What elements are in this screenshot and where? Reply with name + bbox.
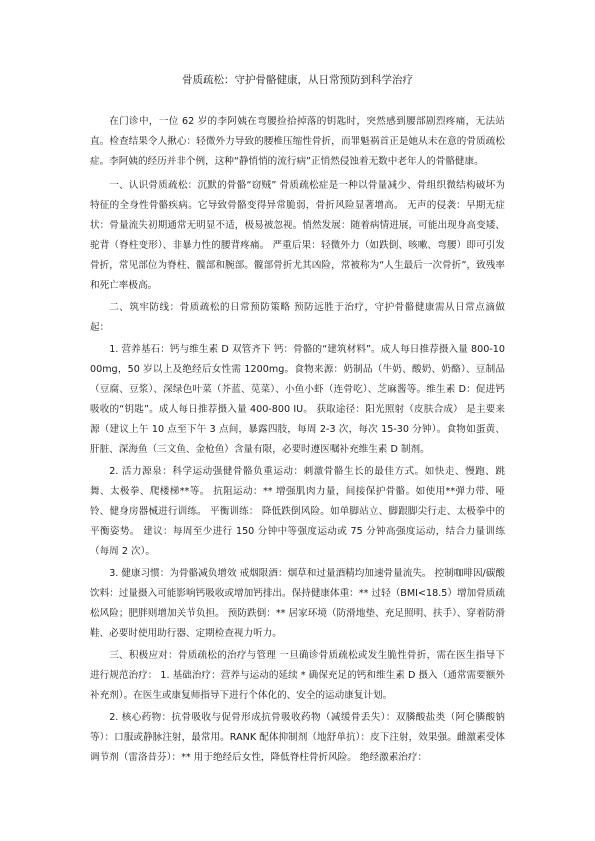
paragraph-section-1: 一、认识骨质疏松：沉默的骨骼“窃贼” 骨质疏松症是一种以骨量减少、骨组织微结构破坏为特征的全身性骨骼疾病。它导致骨骼变得异常脆弱，骨折风险显著增高。 无声的侵袭：早期无症状：骨量流失初期通常无明显不适，极易被忽视。悄然发展：随着病情进展，可能出现身高变矮、驼背（脊柱变形）、非暴力性的腰背疼痛。 严重后果：轻微外力（如跌倒、咳嗽、弯腰）即可引发骨折，常见部位为脊柱、髋部和腕部。髋部骨折尤其凶险，常被称为“人生最后一次骨折”，致残率和死亡率极高。 bbox=[90, 180, 505, 291]
paragraph-intro: 在门诊中，一位 62 岁的李阿姨在弯腰捡拾掉落的钥匙时，突然感到腰部剧烈疼痛，无法站直。检查结果令人揪心：轻微外力导致的腰椎压缩性骨折，而罪魁祸首正是她从未在意的骨质疏松症。李阿姨的经历并非个例，这种“静悄悄的流行病”正悄然侵蚀着无数中老年人的骨骼健康。 bbox=[90, 116, 505, 167]
paragraph-section-2: 二、筑牢防线：骨质疏松的日常预防策略 预防远胜于治疗，守护骨骼健康需从日常点滴做起： bbox=[90, 302, 505, 333]
paragraph-exercise: 2. 活力源泉：科学运动强健骨骼负重运动：刺激骨骼生长的最佳方式。如快走、慢跑、跳舞、太极拳、爬楼梯**等。 抗阻运动：** 增强肌肉力量，间接保护骨骼。如使用**弹力带、哑铃、健身房器械进行训练。 平衡训练： 降低跌倒风险。如单脚站立、脚跟脚尖行走、太极拳中的平衡姿势。 建议：每周至少进行 150 分钟中等强度运动或 75 分钟高强度运动，结合力量训练（每周 2 次）。 bbox=[90, 466, 505, 557]
paragraph-habits: 3. 健康习惯：为骨骼减负增效 戒烟限酒：烟草和过量酒精均加速骨量流失。 控制咖啡因/碳酸饮料：过量摄入可能影响钙吸收或增加钙排出。保持健康体重：** 过轻（BMI<18.5）增加骨质疏松风险；肥胖则增加关节负担。 预防跌倒：** 居家环境（防滑地垫、充足照明、扶手）、穿着防滑鞋、必要时使用助行器、定期检查视力听力。 bbox=[90, 568, 505, 639]
paragraph-medication: 2. 核心药物：抗骨吸收与促骨形成抗骨吸收药物（减缓骨丢失）：双膦酸盐类（阿仑膦酸钠等）：口服或静脉注射，最常用。RANK 配体抑制剂（地舒单抗）：皮下注射，效果强。雌激素受体调节剂（雷洛昔芬）：** 用于绝经后女性，降低脊柱骨折风险。 绝经激素治疗： bbox=[90, 712, 505, 763]
paragraph-nutrition: 1. 营养基石：钙与维生素 D 双管齐下 钙：骨骼的“建筑材料”。成人每日推荐摄入量 800-1000mg，50 岁以上及绝经后女性需 1200mg。食物来源：奶制品（牛奶、酸奶、奶酪）、豆制品（豆腐、豆浆）、深绿色叶菜（芥蓝、苋菜）、小鱼小虾（连骨吃）、芝麻酱等。维生素 D：促进钙吸收的“钥匙”。成人每日推荐摄入量 400-800 IU。 获取途径：阳光照射（皮肤合成） 是主要来源（建议上午 10 点至下午 3 点间，暴露四肢，每周 2-3 次，每次 15-30 分钟）。食物如蛋黄、肝脏、深海鱼（三文鱼、金枪鱼）含量有限，必要时遵医嘱补充维生素 D 制剂。 bbox=[90, 344, 505, 455]
document-title: 骨质疏松：守护骨骼健康，从日常预防到科学治疗 bbox=[182, 74, 413, 86]
paragraph-section-3: 三、积极应对：骨质疏松的治疗与管理 一旦确诊骨质疏松或发生脆性骨折，需在医生指导下进行规范治疗： 1. 基础治疗：营养与运动的延续 * 确保充足的钙和维生素 D 摄入（通常需要额外补充剂）。在医生或康复师指导下进行个体化的、安全的运动康复计划。 bbox=[90, 650, 505, 701]
